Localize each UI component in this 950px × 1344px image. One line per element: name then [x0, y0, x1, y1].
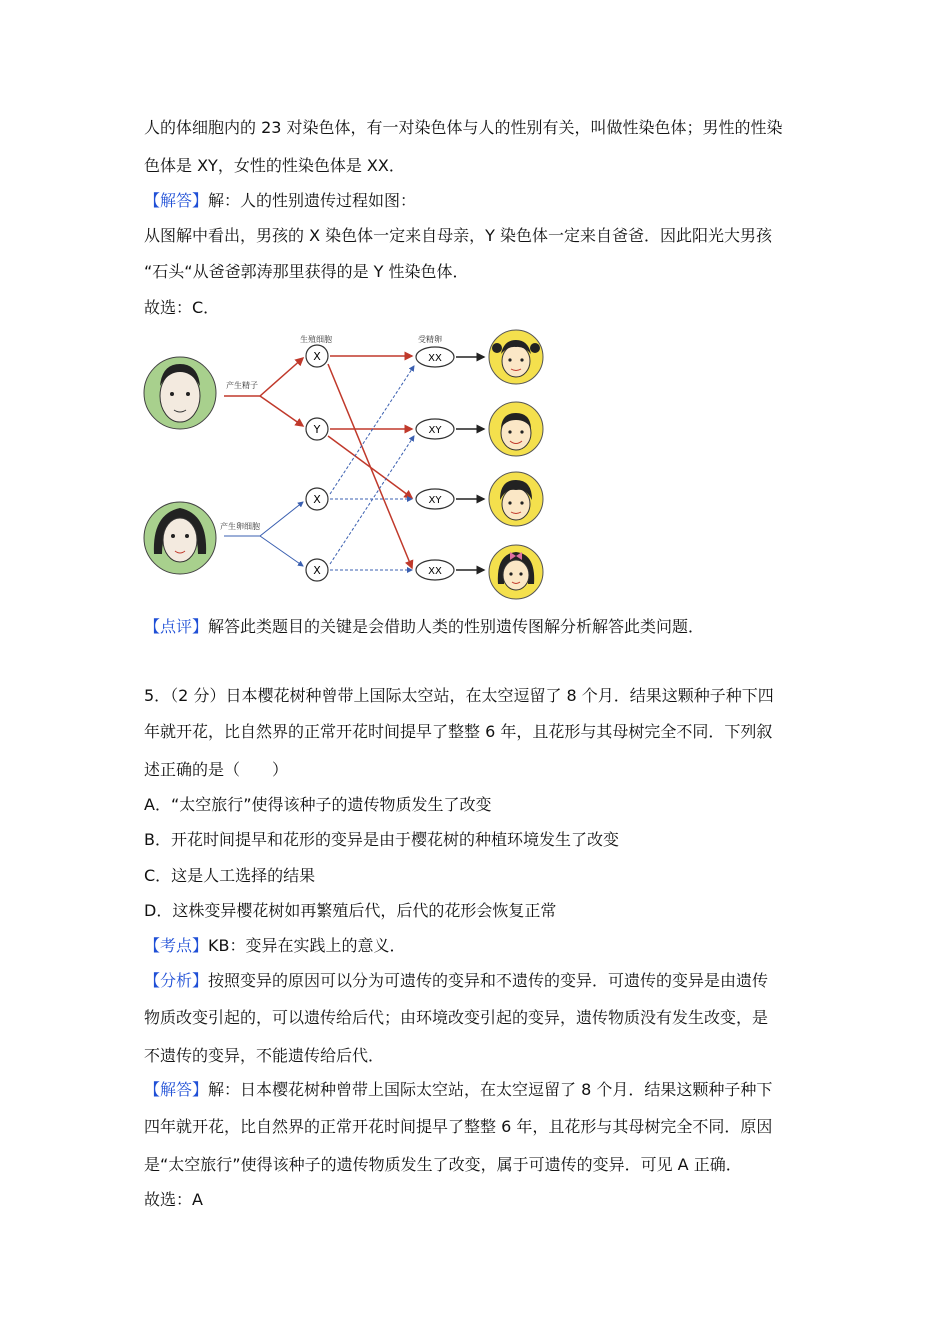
zygote-label-2: XY: [428, 425, 442, 436]
q5-option-b: B．开花时间提早和花形的变异是由于樱花树的种植环境发生了改变: [144, 830, 619, 849]
girl-face-icon: [489, 330, 543, 384]
analysis-tag: 【分析】: [144, 971, 209, 990]
zygote-label-3: XY: [428, 495, 442, 506]
egg-x-label-2: X: [313, 564, 321, 577]
germ-cell-label: 生殖细胞: [300, 335, 332, 344]
analysis-text: 按照变异的原因可以分为可遗传的变异和不遗传的变异．可遗传的变异是由遗传: [208, 971, 769, 990]
prev-explanation-line-1: 人的体细胞内的 23 对染色体，有一对染色体与人的性别有关，叫做性染色体；男性的性染: [144, 118, 783, 137]
q5-analysis-line-2: 物质改变引起的，可以遗传给后代；由环境改变引起的变异，遗传物质没有发生改变，是: [144, 1008, 769, 1027]
prev-answer-line-3: “石头“从爸爸郭涛那里获得的是 Y 性染色体．: [144, 262, 469, 281]
sperm-y-label: Y: [313, 423, 321, 436]
q5-answer-line-1: [144, 1080, 772, 1100]
mother-label: 产生卵细胞: [220, 522, 260, 531]
q5-option-d: D．这株变异樱花树如再繁殖后代，后代的花形会恢复正常: [144, 901, 557, 920]
q5-option-c: C．这是人工选择的结果: [144, 866, 316, 885]
q5-stem-line-1: 5．（2 分）日本樱花树种曾带上国际太空站，在太空逗留了 8 个月．结果这颗种子种下四: [144, 686, 774, 705]
comment-tag: 【点评】: [144, 617, 209, 636]
boy-face-icon-1: [489, 402, 543, 456]
q5-analysis-line-3: 不遗传的变异，不能遗传给后代．: [144, 1046, 385, 1065]
q5-choice: 故选：A: [144, 1190, 203, 1209]
q5-answer-line-2: 四年就开花，比自然界的正常开花时间提早了整整 6 年，且花形与其母树完全不同．原因: [144, 1117, 773, 1136]
q5-stem-line-3: 述正确的是（ ）: [144, 760, 289, 779]
father-face-icon: [144, 357, 216, 429]
q5-answer-text: 解：日本樱花树种曾带上国际太空站，在太空逗留了 8 个月．结果这颗种子种下: [208, 1080, 773, 1099]
q5-stem-line-2: 年就开花，比自然界的正常开花时间提早了整整 6 年，且花形与其母树完全不同．下列叙: [144, 722, 773, 741]
zygote-label: 受精卵: [418, 335, 442, 344]
q5-kaodian: [144, 936, 406, 956]
prev-answer-line-1: [144, 191, 416, 211]
q5-answer-line-3: 是“太空旅行”使得该种子的遗传物质发生了改变，属于可遗传的变异．可见 A 正确．: [144, 1155, 742, 1174]
zygote-label-1: XX: [428, 353, 442, 364]
answer-tag: 【解答】: [144, 191, 209, 210]
mother-face-icon: [144, 502, 216, 574]
comment-text: 解答此类题目的关键是会借助人类的性别遗传图解分析解答此类问题．: [208, 617, 705, 636]
boy-face-icon-2: [489, 472, 543, 526]
prev-explanation-line-2: 色体是 XY，女性的性染色体是 XX．: [144, 156, 405, 175]
sperm-x-label: X: [313, 350, 321, 363]
q5-option-a: A．“太空旅行”使得该种子的遗传物质发生了改变: [144, 795, 492, 814]
kaodian-text: KB：变异在实践上的意义．: [208, 936, 406, 955]
prev-answer-line-2: 从图解中看出，男孩的 X 染色体一定来自母亲，Y 染色体一定来自爸爸．因此阳光大男孩: [144, 226, 772, 245]
answer-text: 解：人的性别遗传过程如图：: [208, 191, 417, 210]
girl-face-icon-2: [489, 545, 543, 599]
zygote-label-4: XX: [428, 566, 442, 577]
sex-inheritance-diagram: [140, 328, 560, 608]
kaodian-tag: 【考点】: [144, 936, 209, 955]
q5-answer-tag: 【解答】: [144, 1080, 209, 1099]
father-label: 产生精子: [226, 381, 258, 390]
prev-comment: [144, 617, 704, 637]
egg-x-label-1: X: [313, 493, 321, 506]
prev-choice: 故选：C．: [144, 298, 220, 317]
q5-analysis-line-1: [144, 971, 768, 991]
